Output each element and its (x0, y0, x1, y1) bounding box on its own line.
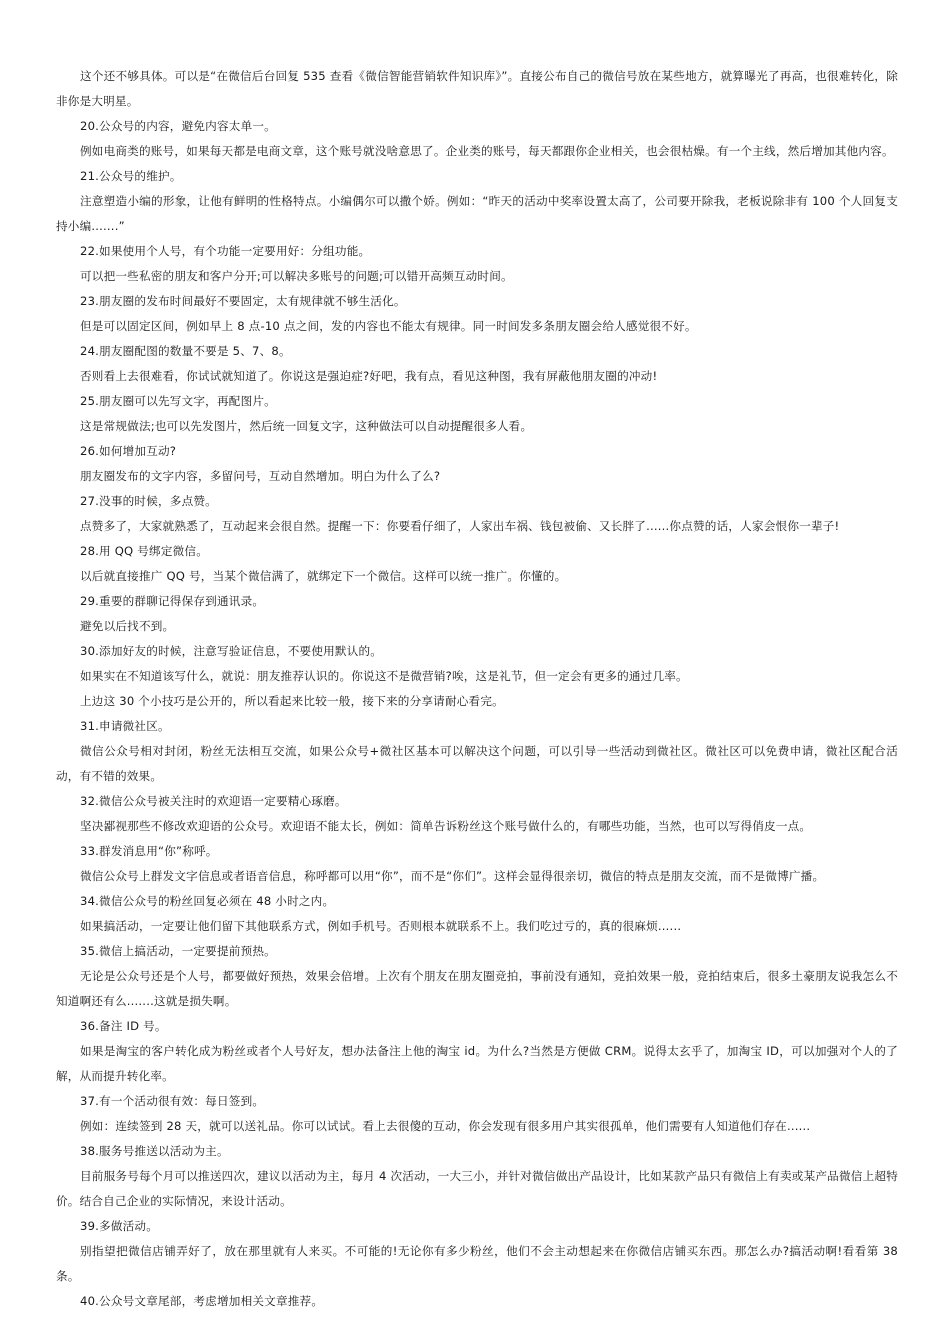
tip-body-24: 否则看上去很难看，你试试就知道了。你说这是强迫症?好吧，我有点，看见这种图，我有屏蔽他朋友圈的冲动! (80, 369, 658, 383)
tip-body-25: 这是常规做法;也可以先发图片，然后统一回复文字，这种做法可以自动提醒很多人看。 (80, 419, 533, 433)
tip-heading-30: 30.添加好友的时候，注意写验证信息，不要使用默认的。 (80, 644, 383, 658)
tip-heading-22: 22.如果使用个人号，有个功能一定要用好：分组功能。 (80, 244, 371, 258)
tip-body-22: 可以把一些私密的朋友和客户分开;可以解决多账号的问题;可以错开高频互动时间。 (80, 269, 513, 283)
tip-body-27: 点赞多了，大家就熟悉了，互动起来会很自然。提醒一下：你要看仔细了，人家出车祸、钱包被偷、又长胖了......你点赞的话，人家会恨你一辈子! (80, 519, 840, 533)
tip-heading-32: 32.微信公众号被关注时的欢迎语一定要精心琢磨。 (80, 794, 347, 808)
tip-heading-24: 24.朋友圈配图的数量不要是 5、7、8。 (80, 344, 291, 358)
tip-heading-33: 33.群发消息用“你”称呼。 (80, 844, 218, 858)
tip-heading-23: 23.朋友圈的发布时间最好不要固定，太有规律就不够生活化。 (80, 294, 406, 308)
tip-heading-39: 39.多做活动。 (80, 1219, 159, 1233)
tip-heading-31: 31.申请微社区。 (80, 719, 170, 733)
tip-body-30: 如果实在不知道该写什么，就说：朋友推荐认识的。你说这不是微营销?唉，这是礼节，但一定会有更多的通过几率。 (80, 669, 688, 683)
tip-heading-35: 35.微信上搞活动，一定要提前预热。 (80, 944, 276, 958)
tip-heading-29: 29.重要的群聊记得保存到通讯录。 (80, 594, 265, 608)
tip-heading-21: 21.公众号的维护。 (80, 169, 182, 183)
tip-body-39: 别指望把微信店铺弄好了，放在那里就有人来买。不可能的!无论你有多少粉丝，他们不会主动想起来在你微信店铺买东西。那怎么办?搞活动啊!看看第 38 条。 (56, 1244, 898, 1283)
paragraph-intro-continuation: 这个还不够具体。可以是“在微信后台回复 535 查看《微信智能营销软件知识库》”。直接公布自己的微信号放在某些地方，就算曝光了再高，也很难转化，除非你是大明星。 (56, 69, 898, 108)
tip-body-29: 避免以后找不到。 (80, 619, 175, 633)
tip-heading-34: 34.微信公众号的粉丝回复必须在 48 小时之内。 (80, 894, 335, 908)
tip-heading-38: 38.服务号推送以活动为主。 (80, 1144, 229, 1158)
tip-body-38: 目前服务号每个月可以推送四次，建议以活动为主，每月 4 次活动，一大三小，并针对微信做出产品设计，比如某款产品只有微信上有卖或某产品微信上超特价。结合自己企业的实际情况，来设计活动。 (56, 1169, 898, 1208)
tip-heading-37: 37.有一个活动很有效：每日签到。 (80, 1094, 265, 1108)
tip-body-37: 例如：连续签到 28 天，就可以送礼品。你可以试试。看上去很傻的互动，你会发现有很多用户其实很孤单，他们需要有人知道他们存在...... (80, 1119, 811, 1133)
tip-heading-28: 28.用 QQ 号绑定微信。 (80, 544, 209, 558)
tip-heading-27: 27.没事的时候，多点赞。 (80, 494, 217, 508)
tip-body-28: 以后就直接推广 QQ 号，当某个微信满了，就绑定下一个微信。这样可以统一推广。你懂的。 (80, 569, 567, 583)
tip-heading-40: 40.公众号文章尾部，考虑增加相关文章推荐。 (80, 1294, 324, 1308)
tip-body-34: 如果搞活动，一定要让他们留下其他联系方式，例如手机号。否则根本就联系不上。我们吃过亏的，真的很麻烦...... (80, 919, 682, 933)
tip-heading-25: 25.朋友圈可以先写文字，再配图片。 (80, 394, 276, 408)
tip-body-33: 微信公众号上群发文字信息或者语音信息，称呼都可以用“你”，而不是“你们”。这样会显得很亲切，微信的特点是朋友交流，而不是微博广播。 (80, 869, 825, 883)
tip-body-36: 如果是淘宝的客户转化成为粉丝或者个人号好友，想办法备注上他的淘宝 id。为什么?当然是方便做 CRM。说得太玄乎了，加淘宝 ID，可以加强对个人的了解，从而提升转化率。 (56, 1044, 898, 1083)
tip-body-26: 朋友圈发布的文字内容，多留问号，互动自然增加。明白为什么了么? (80, 469, 441, 483)
tip-body-23: 但是可以固定区间，例如早上 8 点-10 点之间，发的内容也不能太有规律。同一时间发多条朋友圈会给人感觉很不好。 (80, 319, 697, 333)
tip-heading-26: 26.如何增加互动? (80, 444, 177, 458)
tip-body-31: 微信公众号相对封闭，粉丝无法相互交流，如果公众号+微社区基本可以解决这个问题，可以引导一些活动到微社区。微社区可以免费申请，微社区配合活动，有不错的效果。 (56, 744, 898, 783)
tip-body-35: 无论是公众号还是个人号，都要做好预热，效果会倍增。上次有个朋友在朋友圈竞拍，事前没有通知，竞拍效果一般，竞拍结束后，很多土豪朋友说我怎么不知道啊还有么.......这就是损失啊。 (56, 969, 898, 1008)
tip-heading-36: 36.备注 ID 号。 (80, 1019, 167, 1033)
tip-body-32: 坚决鄙视那些不修改欢迎语的公众号。欢迎语不能太长，例如：简单告诉粉丝这个账号做什么的，有哪些功能，当然，也可以写得俏皮一点。 (80, 819, 812, 833)
tip-body-21: 注意塑造小编的形象，让他有鲜明的性格特点。小编偶尔可以撒个娇。例如：“昨天的活动中奖率设置太高了，公司要开除我，老板说除非有 100 个人回复支持小编.......” (56, 194, 898, 233)
tip-heading-20: 20.公众号的内容，避免内容太单一。 (80, 119, 276, 133)
section-transition: 上边这 30 个小技巧是公开的，所以看起来比较一般，接下来的分享请耐心看完。 (80, 694, 504, 708)
tip-body-20: 例如电商类的账号，如果每天都是电商文章，这个账号就没啥意思了。企业类的账号，每天都跟你企业相关，也会很枯燥。有一个主线，然后增加其他内容。 (80, 144, 894, 158)
